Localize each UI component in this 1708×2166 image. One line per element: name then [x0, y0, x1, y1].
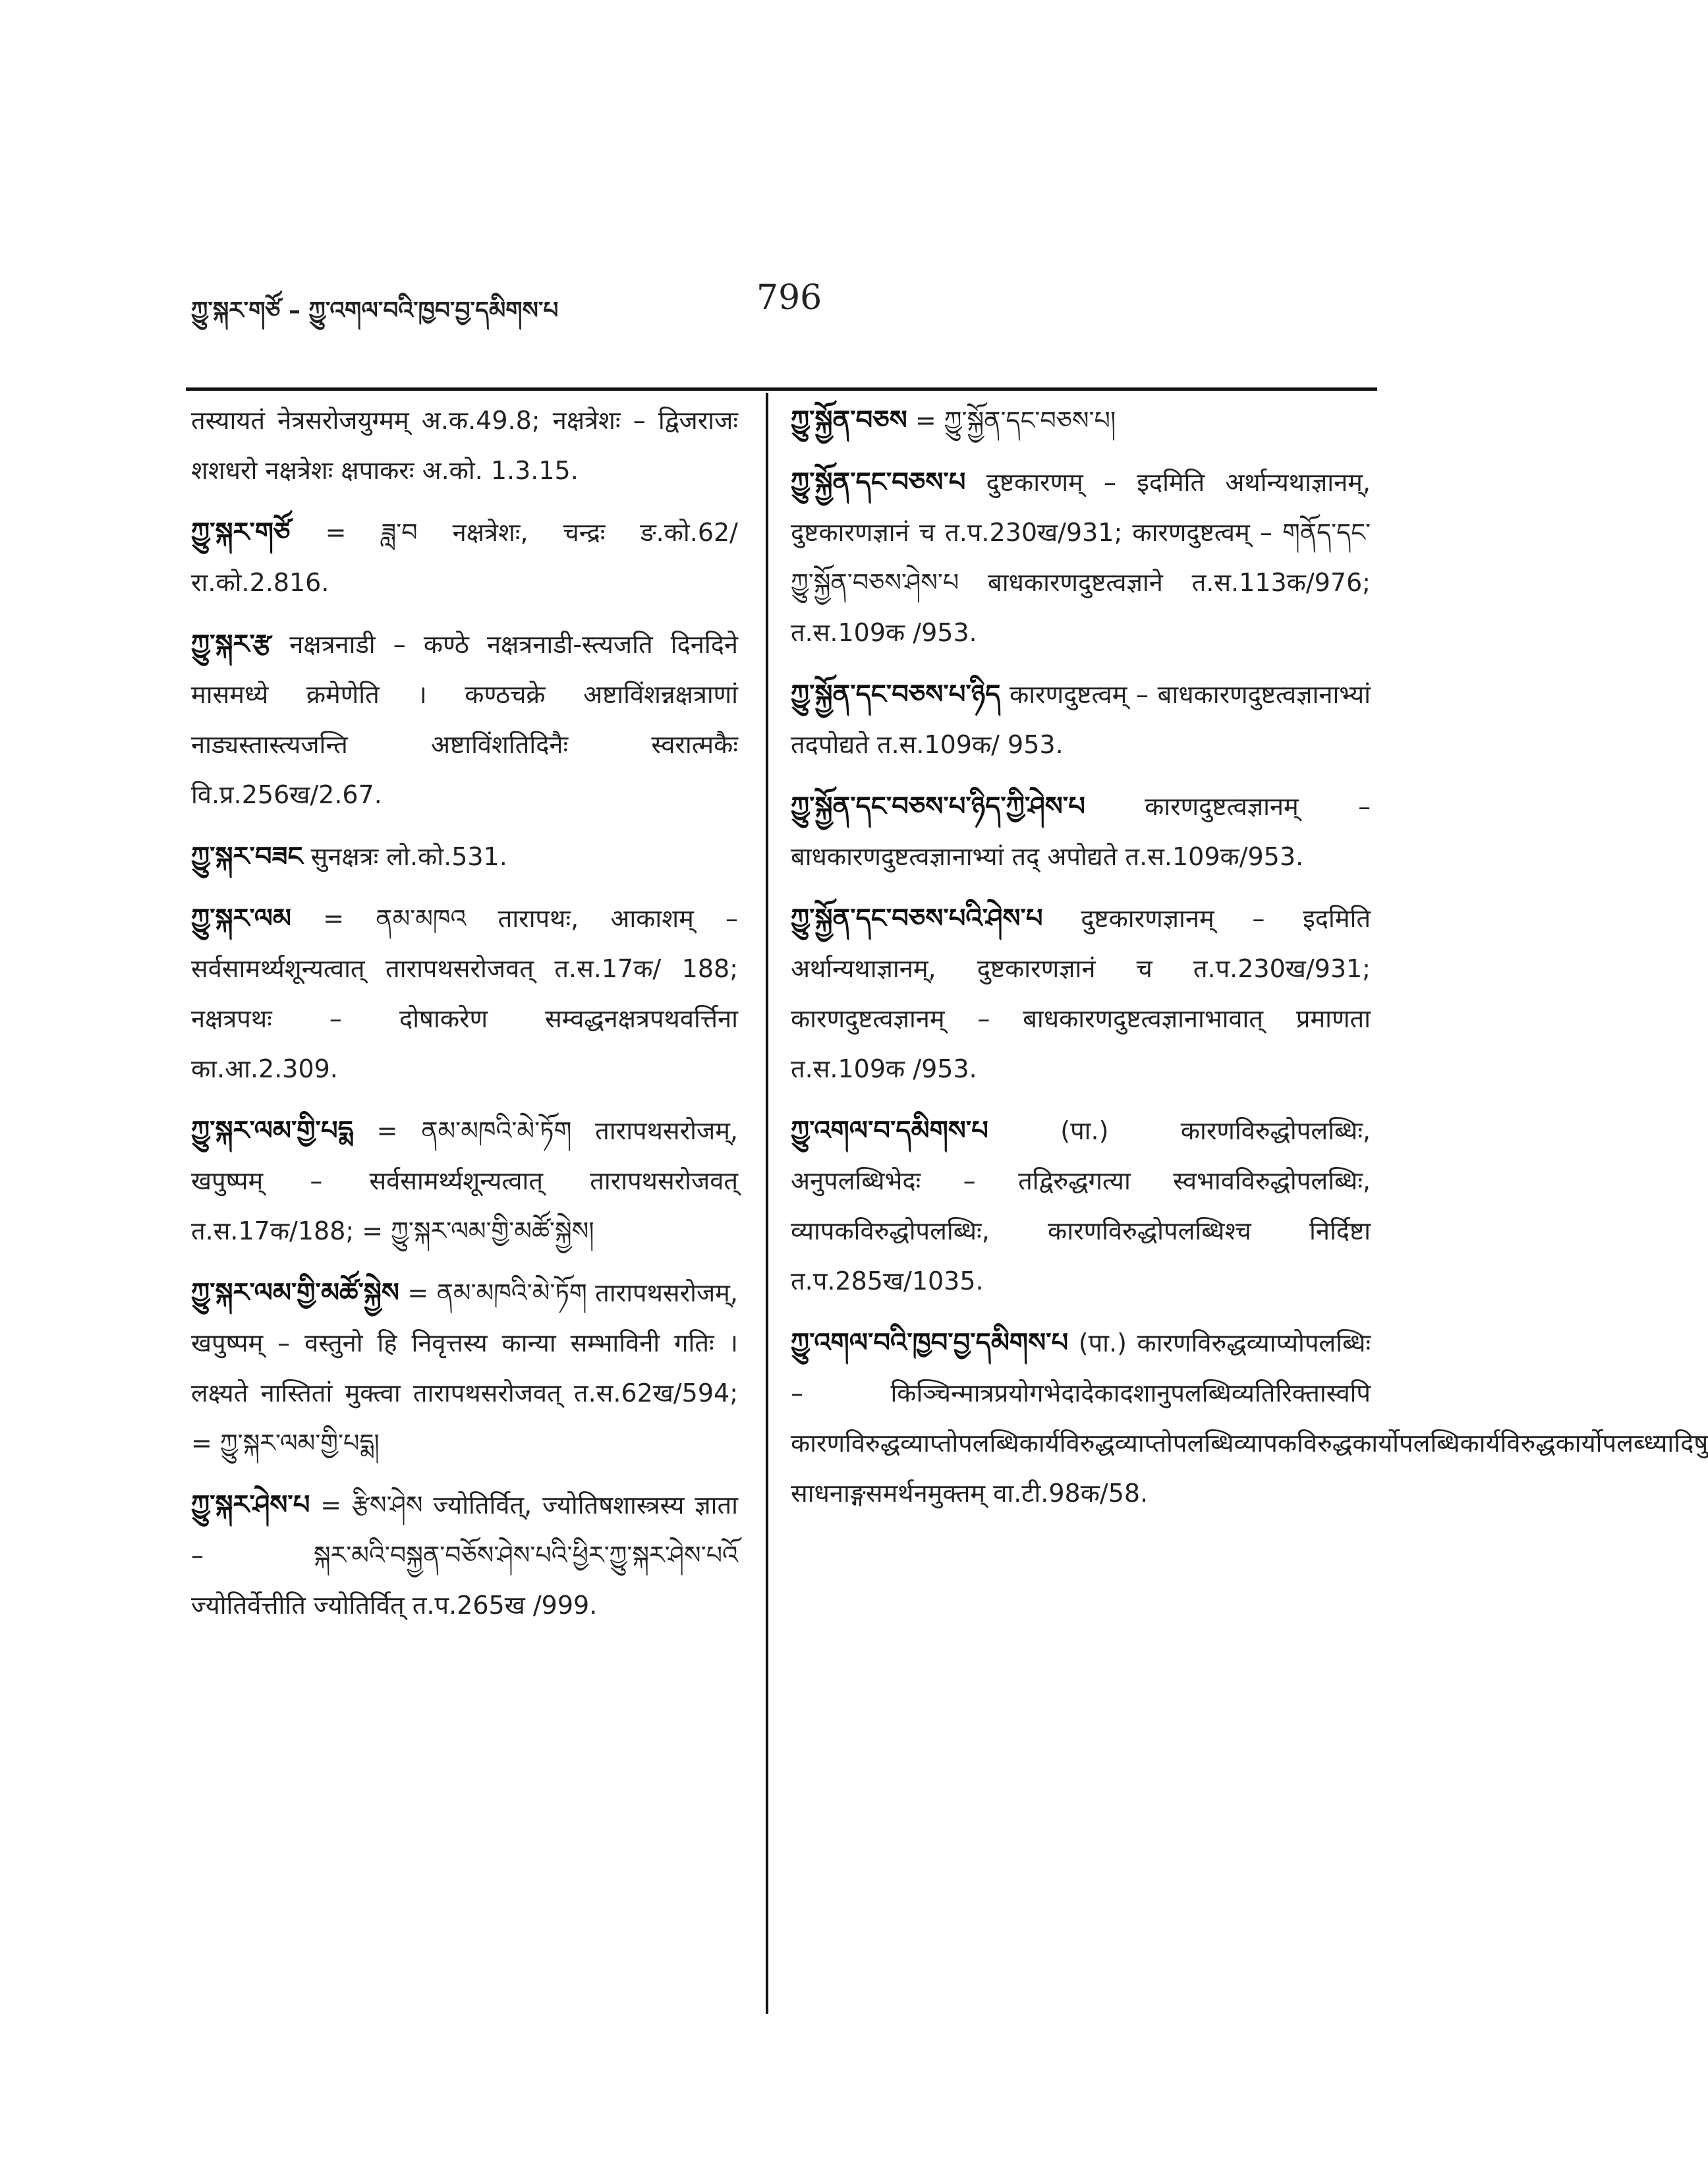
entry-headword: ཀྱུ་སྐྱོན་དང་བཅས་པའི་ཤེས་པ	[791, 903, 1043, 934]
entry-definition: = ནམ་མཁའི་མེ་ཏོག तारापथसरोजम्, खपुष्पम् – वस्तुनो हि निवृत्तस्य कान्या सम्भाविनी गतिः । लक्ष्यते नास्तितां मुक्त्वा तारापथसरोजवत् त.स.62ख/594; = ཀྱུ་སྐར་ལམ་གྱི་པདྨ།	[191, 1278, 738, 1458]
dictionary-entry	[791, 1106, 1371, 1306]
dictionary-entry	[191, 507, 738, 608]
entry-definition: तस्यायतं नेत्रसरोजयुग्मम् अ.क.49.8; नक्षत्रेशः – द्विजराजः शशधरो नक्षत्रेशः क्षपाकरः अ.को. 1.3.15.	[191, 406, 738, 485]
entry-headword: ཀྱུ་སྐྱོན་དང་བཅས་པ་ཉིད	[791, 679, 1001, 710]
entry-headword: ཀྱུ་སྐྱོན་བཅས	[791, 405, 907, 436]
entry-definition: सुनक्षत्रः लो.को.531.	[310, 842, 507, 871]
entry-headword: ཀྱུ་སྐར་ཤེས་པ	[191, 1490, 310, 1520]
left-column	[191, 395, 738, 1642]
entry-definition: कारणदुष्टत्वम् – बाधकारणदुष्टत्वज्ञानाभ्यां तदपोद्यते त.स.109क/ 953.	[791, 680, 1371, 759]
page-number: 796	[756, 278, 822, 318]
header-rule	[186, 387, 1377, 391]
entry-headword: ཀྱུ་སྐར་ལམ་གྱི་མཚོ་སྐྱེས	[191, 1278, 399, 1308]
entry-definition: कारणदुष्टत्वज्ञानम् – बाधकारणदुष्टत्वज्ञानाभ्यां तद् अपोद्यते त.स.109क/953.	[791, 792, 1371, 871]
dictionary-entry	[791, 457, 1371, 658]
entry-definition: = རྩིས་ཤེས ज्योतिर्वित्, ज्योतिषशास्त्रस्य ज्ञाता – སྐར་མའི་བསྐྱན་བཅོས་ཤེས་པའི་ཕྱིར་ཀྱུ་སྐར་ཤེས་པའོ ज्योतिर्वेत्तीति ज्योतिर्वित् त.प.265ख /999.	[191, 1491, 738, 1620]
entry-definition: = ཟླ་བ नक्षत्रेशः, चन्द्रः ङ.को.62/ रा.को.2.816.	[191, 518, 738, 597]
entry-headword: ཀྱུ་སྐར་ལམ་གྱི་པདྨ	[191, 1116, 353, 1146]
dictionary-entry	[191, 1268, 738, 1468]
dictionary-entry	[791, 782, 1371, 882]
entry-headword: ཀྱུ་སྐྱོན་དང་བཅས་པ	[791, 467, 966, 498]
dictionary-entry	[191, 1480, 738, 1630]
dictionary-entry	[191, 1106, 738, 1256]
right-column	[791, 395, 1708, 1530]
dictionary-entry	[191, 619, 738, 820]
entry-definition: = ནམ་མཁའི་མེ་ཏོག तारापथसरोजम्, खपुष्पम् – सर्वसामर्थ्यशून्यत्वात् तारापथसरोजवत् त.स.17क/188; = ཀྱུ་སྐར་ལམ་གྱི་མཚོ་སྐྱེས།	[191, 1116, 738, 1245]
entry-definition: (पा.) कारणविरुद्धव्याप्योपलब्धिः – किञ्चिन्मात्रप्रयोगभेदादेकादशानुपलब्धिव्यतिरिक्तास्वपि कारणविरुद्धव्याप्तोपलब्धिकार्यविरुद्धव्याप्तोपलब्धिव्यापकविरुद्धकार्योपलब्धिकार्यविरुद्धकार्योपलब्ध्यादिषु साधनाङ्गसमर्थनमुक्तम् वा.टी.98क/58.	[791, 1328, 1708, 1508]
dictionary-entry	[191, 832, 738, 882]
entry-headword: ཀྱུ་སྐར་གཙོ	[191, 517, 291, 548]
entry-headword: ཀྱུ་སྐར་ལམ	[191, 903, 291, 934]
dictionary-entry	[191, 395, 738, 496]
entry-definition: = ནམ་མཁའ तारापथः, आकाशम् – सर्वसामर्थ्यशून्यत्वात् तारापथसरोजवत् त.स.17क/ 188; नक्षत्रपथः – दोषाकरेण सम्वद्धनक्षत्रपथवर्त्तिना का.आ.2.309.	[191, 904, 738, 1083]
dictionary-entry	[791, 894, 1371, 1094]
running-head: ཀྱུ་སྐར་གཙོ – ཀྱུ་འགལ་བའི་ཁྱབ་བྱ་དམིགས་པ	[191, 297, 559, 324]
entry-definition: दुष्टकारणम् – इदमिति अर्थान्यथाज्ञानम्, दुष्टकारणज्ञानं च त.प.230ख/931; कारणदुष्टत्वम् – གནོད་དང་ཀྱུ་སྐྱོན་བཅས་ཤེས་པ बाधकारणदुष्टत्वज्ञाने त.स.113क/976; त.स.109क /953.	[791, 468, 1371, 647]
dictionary-entry	[791, 395, 1371, 445]
entry-headword: ཀྱུ་སྐྱོན་དང་བཅས་པ་ཉིད་ཀྱི་ཤེས་པ	[791, 791, 1085, 822]
entry-definition: दुष्टकारणज्ञानम् – इदमिति अर्थान्यथाज्ञानम्, दुष्टकारणज्ञानं च त.प.230ख/931; कारणदुष्टत्वज्ञानम् – बाधकारणदुष्टत्वज्ञानाभावात् प्रमाणता त.स.109क /953.	[791, 904, 1371, 1083]
entry-headword: ཀྱུ་སྐར་བཟང	[191, 841, 303, 872]
entry-definition: (पा.) कारणविरुद्धोपलब्धिः, अनुपलब्धिभेदः – तद्विरुद्धगत्या स्वभावविरुद्धोपलब्धिः, व्यापकविरुद्धोपलब्धिः, कारणविरुद्धोपलब्धिश्च निर्दिष्टा त.प.285ख/1035.	[791, 1116, 1371, 1296]
entry-headword: ཀྱུ་འགལ་བའི་ཁྱབ་བྱ་དམིགས་པ	[791, 1328, 1069, 1358]
dictionary-entry	[791, 1318, 1708, 1518]
column-divider	[766, 393, 768, 2014]
entry-definition: = ཀྱུ་སྐྱོན་དང་བཅས་པ།	[915, 406, 1116, 435]
entry-headword: ཀྱུ་འགལ་བ་དམིགས་པ	[791, 1116, 988, 1146]
dictionary-entry	[191, 894, 738, 1094]
entry-definition: नक्षत्रनाडी – कण्ठे नक्षत्रनाडी-स्त्यजति दिनदिने मासमध्ये क्रमेणेति । कण्ठचक्रे अष्टाविंशन्नक्षत्राणां नाड्यस्तास्त्यजन्ति अष्टाविंशतिदिनैः स्वरात्मकैः वि.प्र.256ख/2.67.	[191, 630, 738, 809]
dictionary-entry	[791, 670, 1371, 770]
entry-headword: ཀྱུ་སྐར་རྩ	[191, 629, 272, 660]
